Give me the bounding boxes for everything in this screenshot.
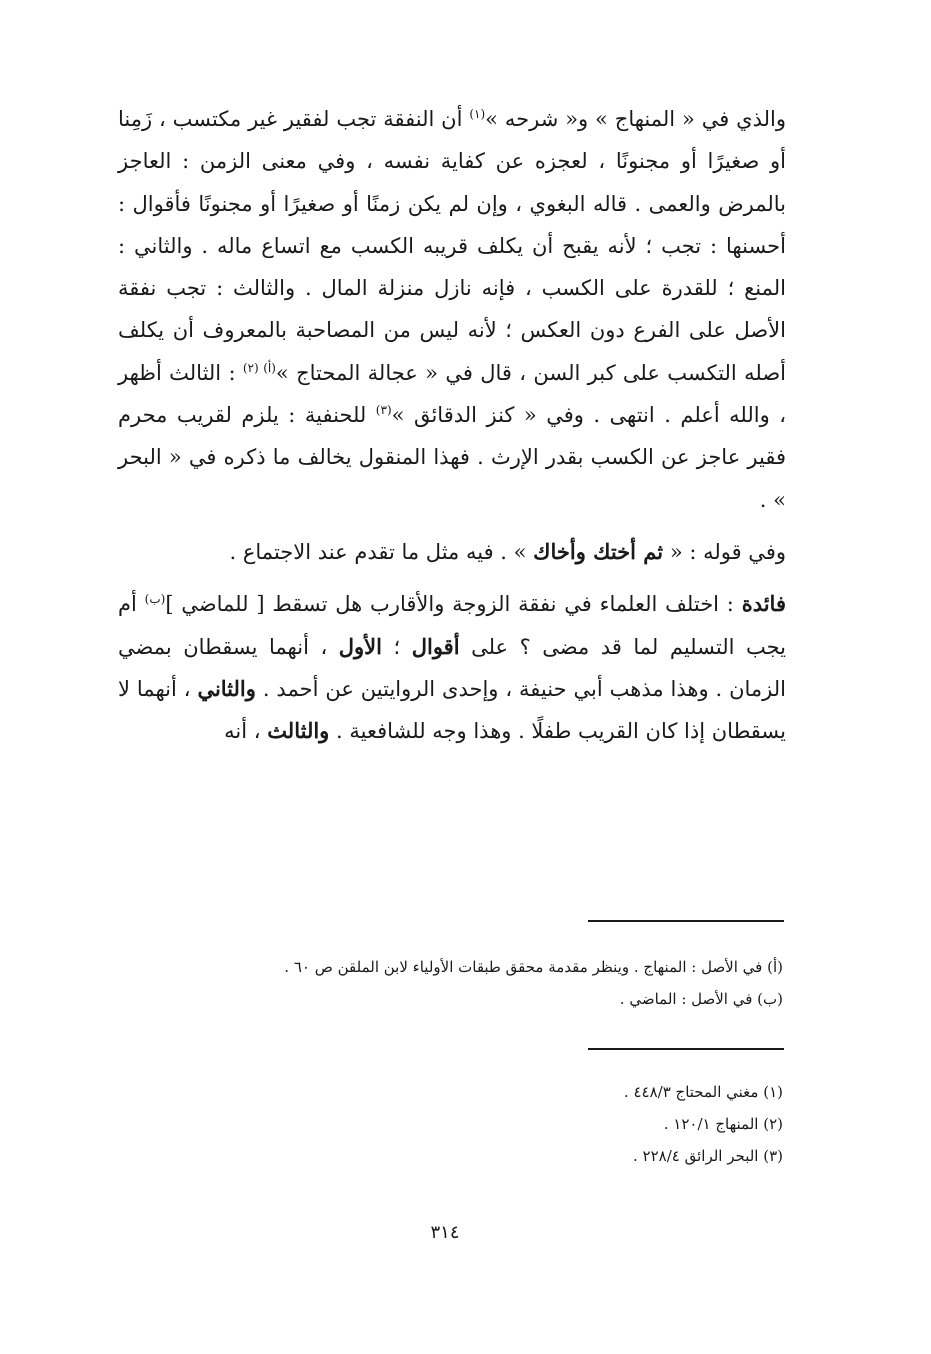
footnote-3: (٣) البحر الرائق ٢٢٨/٤ . xyxy=(633,1147,783,1165)
footnote-ref-1: (١) xyxy=(469,107,486,121)
bold-term: فائدة xyxy=(741,591,786,617)
bold-term: أقوال xyxy=(411,633,460,659)
footnote-a: (أ) في الأصل : المنهاج . وينظر مقدمة محقق طبقات الأولياء لابن الملقن ص ٦٠ . xyxy=(284,958,783,976)
text-span: ؛ xyxy=(381,634,412,659)
paragraph-2 xyxy=(118,531,786,573)
footnote-2: (٢) المنهاج ١٢٠/١ . xyxy=(663,1115,783,1133)
text-span: ، أنه xyxy=(224,719,268,744)
page-number: ٣١٤ xyxy=(430,1222,460,1243)
bold-term: ثم أختك وأخاك xyxy=(533,538,664,564)
footnote-divider-letters xyxy=(588,920,784,922)
text-span: أم يجب التسليم لما قد مضى ؟ على xyxy=(118,592,786,659)
footnotes-numbers xyxy=(143,1076,783,1172)
bold-term: الأول xyxy=(338,633,382,659)
text-span: : اختلف العلماء في نفقة الزوجة والأقارب هل تسقط [ للماضي ] xyxy=(165,592,742,617)
text-span: وفي قوله : « xyxy=(663,539,786,564)
main-text xyxy=(118,98,786,752)
text-span: » . فيه مثل ما تقدم عند الاجتماع . xyxy=(229,539,534,564)
footnote-1: (١) مغني المحتاج ٤٤٨/٣ . xyxy=(623,1083,783,1101)
footnote-ref-b: (ب) xyxy=(144,592,166,607)
text-span: للحنفية : يلزم لقريب محرم فقير عاجز عن الكسب بقدر الإرث . فهذا المنقول يخالف ما ذكره في « البحر » . xyxy=(118,403,786,512)
text-span: ، أنهما لا يسقطان إذا كان القريب طفلًا . وهذا وجه للشافعية . xyxy=(118,676,786,744)
paragraph-3 xyxy=(118,583,786,752)
footnote-b: (ب) في الأصل : الماضي . xyxy=(619,990,783,1008)
bold-term: والثاني xyxy=(197,675,256,701)
bold-term: والثالث xyxy=(267,718,330,744)
footnote-divider-numbers xyxy=(588,1048,784,1050)
footnotes-letters xyxy=(143,951,783,1015)
text-span: : الثالث أظهر ، والله أعلم . انتهى . وفي « كنز الدقائق » xyxy=(118,360,786,428)
paragraph-1 xyxy=(118,98,786,521)
text-span: ، أنهما يسقطان بمضي الزمان . وهذا مذهب أبي حنيفة ، وإحدى الروايتين عن أحمد . xyxy=(118,634,786,701)
text-span: والذي في « المنهاج » و« شرحه » xyxy=(485,107,787,131)
footnote-ref-3: (٣) xyxy=(375,403,392,418)
footnote-ref-a-2: (أ) (٢) xyxy=(242,360,276,375)
text-span: أن النفقة تجب لفقير غير مكتسب ، زَمِنا أو صغيرًا أو مجنونًا ، لعجزه عن كفاية نفسه ، وفي معنى الزمن : العاجز بالمرض والعمى . قاله البغوي ، وإن لم يكن زمنًا أو صغيرًا أو مجنونًا فأقوال : أحسنها : تجب ؛ لأنه يقبح أن يكلف قريبه الكسب مع اتساع ماله . والثاني : المنع ؛ للقدرة على الكسب ، فإنه نازل منزلة المال . والثالث : تجب نفقة الأصل على الفرع دون العكس ؛ لأنه ليس من المصاحبة بالمعروف أن يكلف أصله التكسب على كبر السن ، قال في « عجالة المحتاج » xyxy=(118,107,786,385)
